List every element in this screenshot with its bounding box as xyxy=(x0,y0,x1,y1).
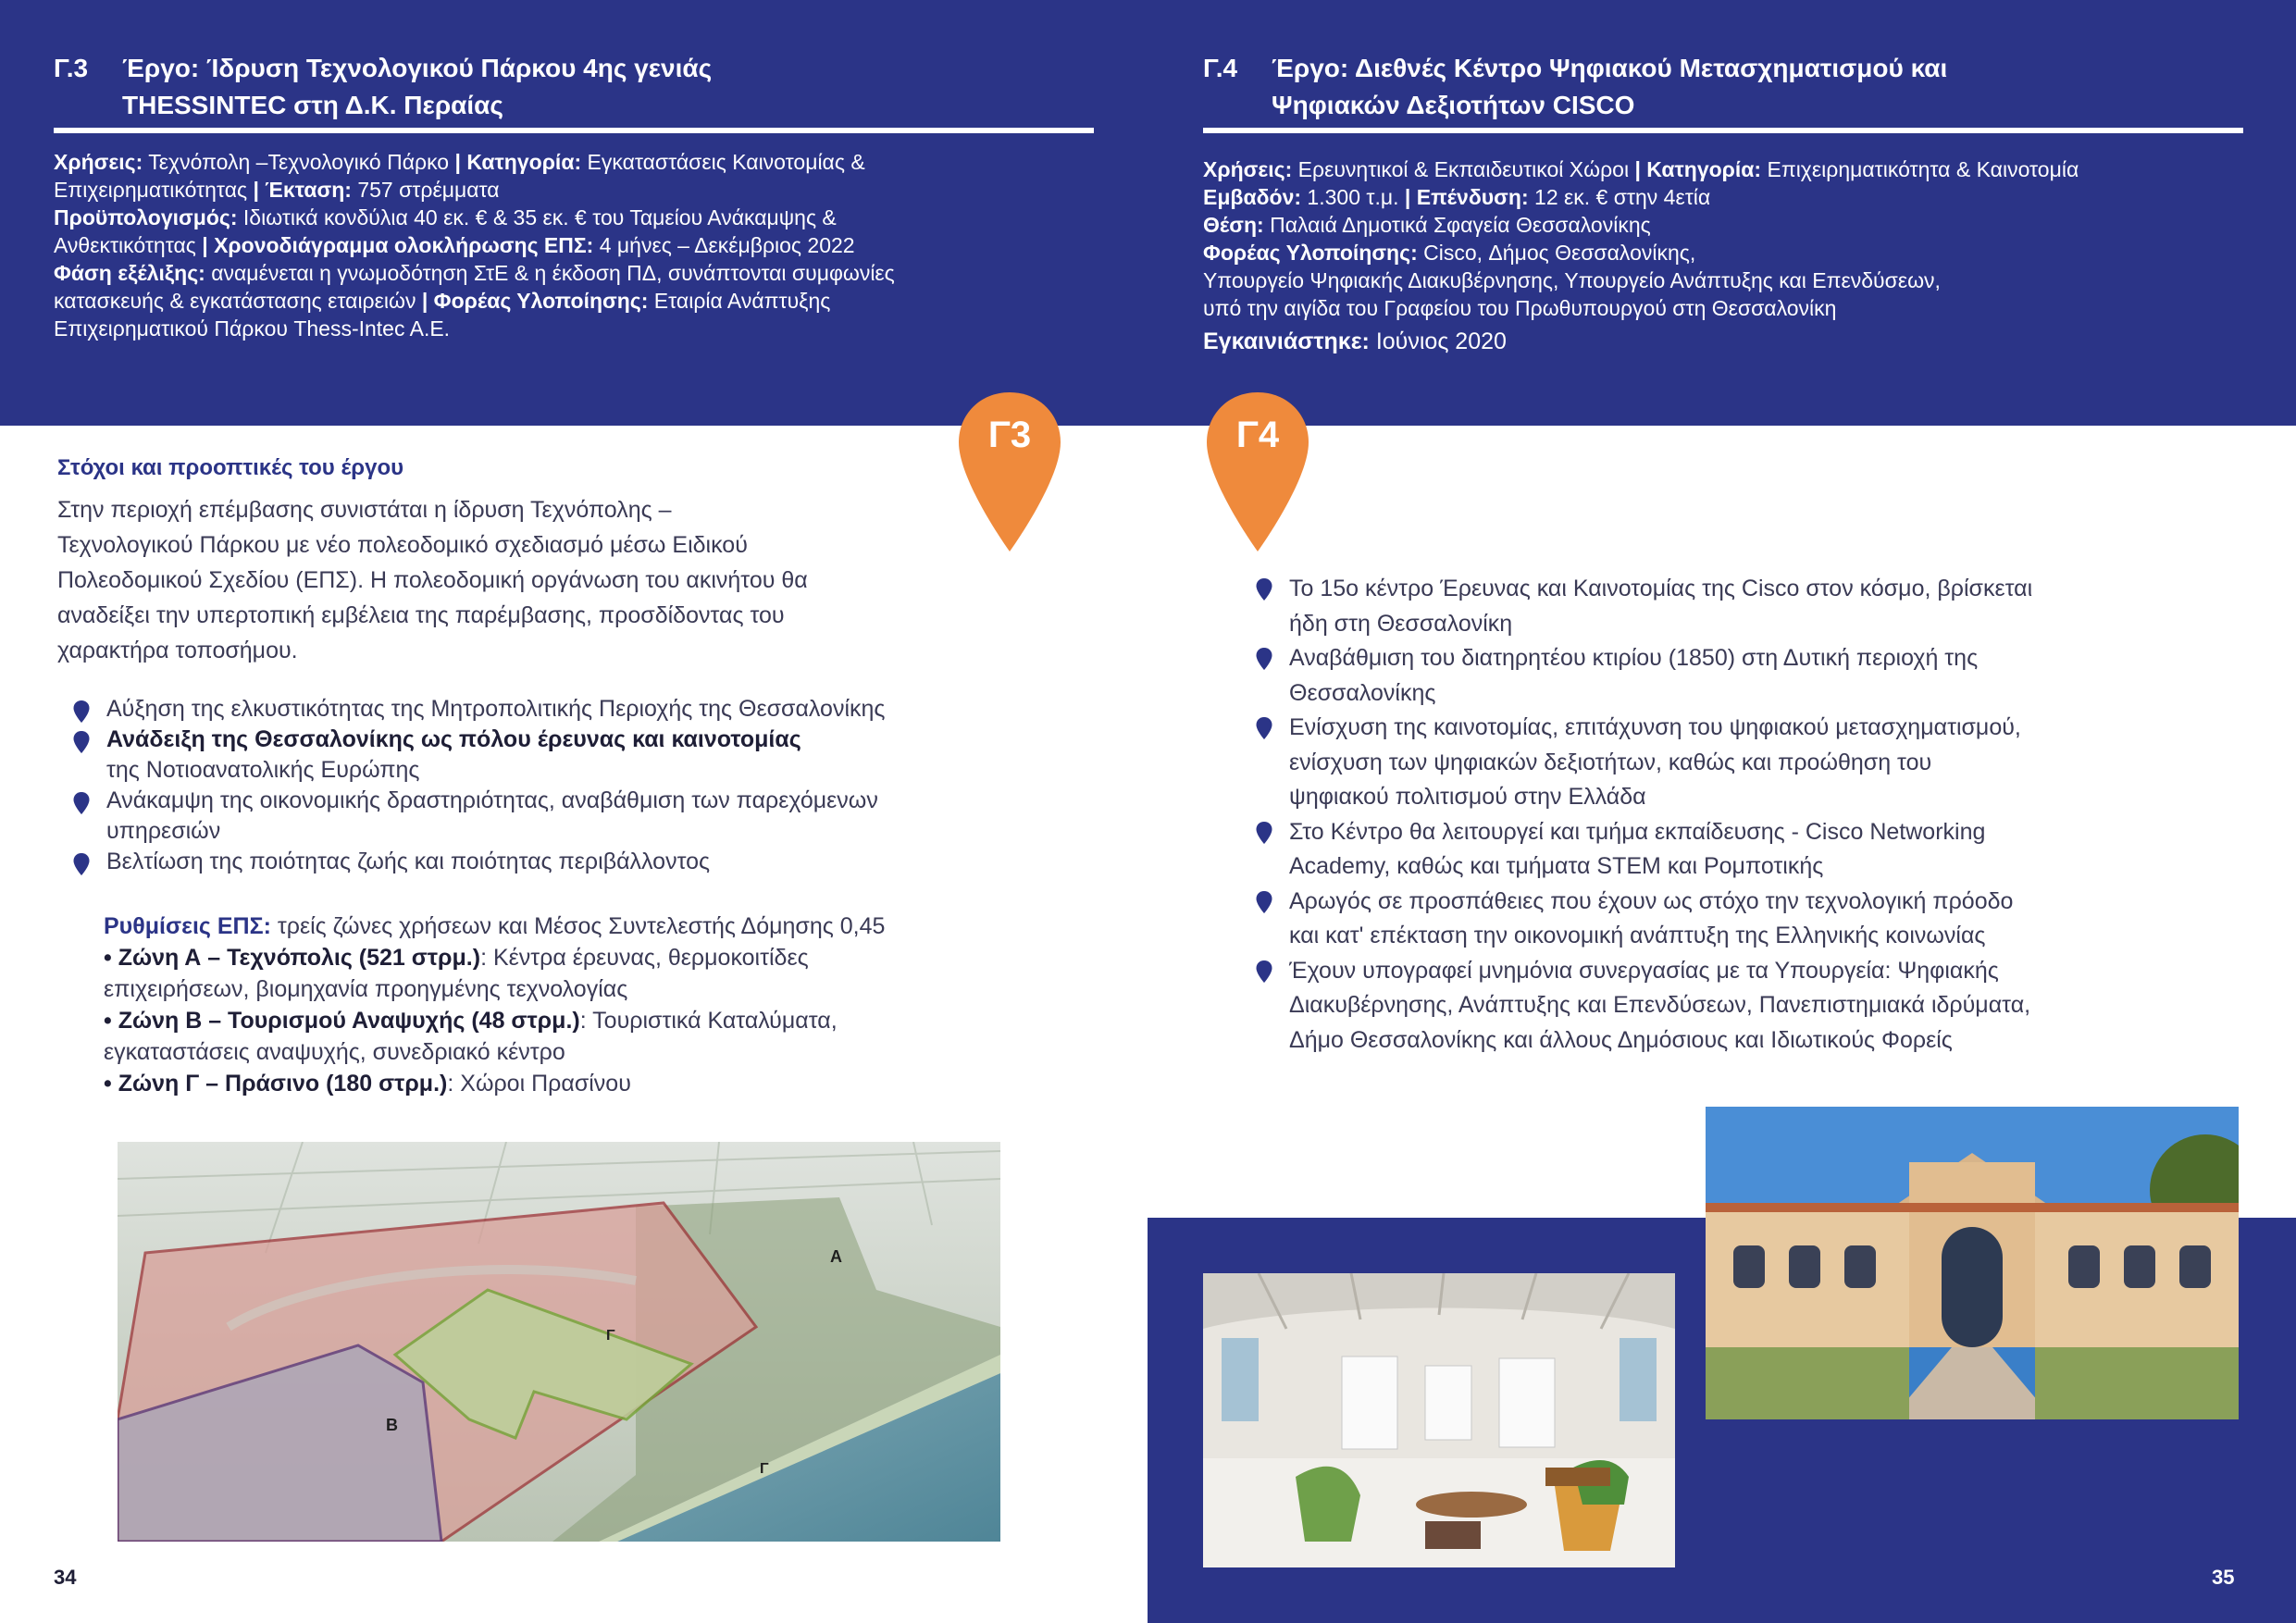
bullet-text: ψηφιακού πολιτισμού στην Ελλάδα xyxy=(1289,784,1646,810)
left-heading-line1: Έργο: Ίδρυση Τεχνολογικού Πάρκου 4ης γενιάς xyxy=(122,54,713,82)
eps-section xyxy=(104,911,1057,1099)
map-pin-bullet-icon xyxy=(1255,647,1273,671)
bullet-item xyxy=(1255,572,2264,641)
meta-value: 12 εκ. € στην 4ετία xyxy=(1528,185,1711,209)
inauguration-value: Ιούνιος 2020 xyxy=(1369,328,1507,354)
map-pin-bullet-icon xyxy=(1255,821,1273,845)
meta-label: Θέση: xyxy=(1203,213,1264,237)
meta-line xyxy=(54,148,1099,176)
meta-value: υπό την αιγίδα του Γραφείου του Πρωθυπουργού στη Θεσσαλονίκη xyxy=(1203,296,1837,320)
right-heading xyxy=(1203,50,2240,124)
meta-label: | Φορέας Υλοποίησης: xyxy=(421,289,649,313)
meta-value: Τεχνόπολη –Τεχνολογικό Πάρκο xyxy=(143,150,455,174)
left-bullet-list xyxy=(72,694,1044,877)
interior-exhibition-photo xyxy=(1203,1273,1675,1567)
bullet-text: της Νοτιοανατολικής Ευρώπης xyxy=(106,757,420,783)
map-pin-bullet-icon xyxy=(72,791,91,815)
bullet-text: Αρωγός σε προσπάθειες που έχουν ως στόχο την τεχνολογική πρόοδο xyxy=(1289,887,2014,914)
meta-value: Παλαιά Δημοτικά Σφαγεία Θεσσαλονίκης xyxy=(1263,213,1651,237)
bullet-text: Το 15ο κέντρο Έρευνας και Καινοτομίας της Cisco στον κόσμο, βρίσκεται xyxy=(1289,576,2033,601)
meta-line xyxy=(54,176,1099,204)
bullet-text: ενίσχυση των ψηφιακών δεξιοτήτων, καθώς και προώθηση του xyxy=(1289,749,1932,775)
zone-b-map-label: Β xyxy=(386,1416,398,1434)
meta-value: αναμένεται η γνωμοδότηση ΣτΕ & η έκδοση ΠΔ, συνάπτονται συμφωνίες xyxy=(205,261,895,285)
zone-c-desc: : Χώροι Πρασίνου xyxy=(447,1071,631,1096)
intro-line: χαρακτήρα τοποσήμου. xyxy=(57,638,298,663)
meta-line xyxy=(1203,239,2277,266)
meta-line xyxy=(54,259,1099,287)
left-heading-line2: THESSINTEC στη Δ.Κ. Περαίας xyxy=(122,91,503,119)
meta-value: Υπουργείο Ψηφιακής Διακυβέρνησης, Υπουργείο Ανάπτυξης και Επενδύσεων, xyxy=(1203,268,1941,292)
meta-label: | Χρονοδιάγραμμα ολοκλήρωσης ΕΠΣ: xyxy=(202,233,594,257)
meta-value: Cisco, Δήμος Θεσσαλονίκης, xyxy=(1417,241,1696,265)
zone-b-cont: εγκαταστάσεις αναψυχής, συνεδριακό κέντρο xyxy=(104,1039,565,1065)
left-heading-number: Γ.3 xyxy=(54,54,89,82)
intro-line: Τεχνολογικού Πάρκου με νέο πολεοδομικό σχεδιασμό μέσω Ειδικού xyxy=(57,532,748,558)
left-heading xyxy=(54,50,1090,124)
map-pin-bullet-icon xyxy=(72,730,91,754)
meta-line xyxy=(54,315,1099,342)
zone-b-desc: : Τουριστικά Καταλύματα, xyxy=(579,1008,838,1034)
meta-label: Φορέας Υλοποίησης: xyxy=(1203,241,1418,265)
map-pin-bullet-icon xyxy=(1255,890,1273,914)
meta-line xyxy=(1203,266,2277,294)
meta-label: | Κατηγορία: xyxy=(454,150,582,174)
meta-value: 757 στρέμματα xyxy=(351,178,500,202)
map-pin-bullet-icon xyxy=(1255,577,1273,601)
pin-g4-label: Γ4 xyxy=(1235,415,1280,455)
zone-a-desc: : Κέντρα έρευνας, θερμοκοιτίδες xyxy=(480,945,809,971)
bullet-item xyxy=(72,786,1044,847)
left-intro-paragraph xyxy=(57,492,1029,668)
bullet-text: και κατ' επέκταση την οικονομική ανάπτυξη της Ελληνικής κοινωνίας xyxy=(1289,923,1986,948)
meta-label: Χρήσεις: xyxy=(1203,157,1293,181)
right-heading-line1: Έργο: Διεθνές Κέντρο Ψηφιακού Μετασχηματισμού και xyxy=(1272,54,1948,82)
bullet-item xyxy=(1255,954,2264,1059)
meta-value: 4 μήνες – Δεκέμβριος 2022 xyxy=(593,233,855,257)
inauguration-label: Εγκαινιάστηκε: xyxy=(1203,328,1370,354)
bullet-item xyxy=(1255,815,2264,885)
meta-value: Επιχειρηματικότητα & Καινοτομία xyxy=(1761,157,2079,181)
bullet-text: Βελτίωση της ποιότητας ζωής και ποιότητας περιβάλλοντος xyxy=(106,849,711,874)
right-inauguration xyxy=(1203,328,1507,355)
bullet-item xyxy=(1255,885,2264,954)
meta-value: Ιδιωτικά κονδύλια 40 εκ. € & 35 εκ. € του Ταμείου Ανάκαμψης & xyxy=(237,205,837,229)
meta-label: | Κατηγορία: xyxy=(1634,157,1762,181)
bullet-item xyxy=(72,847,1044,877)
meta-value: Ανθεκτικότητας xyxy=(54,233,203,257)
right-meta xyxy=(1203,155,2277,322)
intro-line: αναδείξει την υπερτοπική εμβέλεια της παρέμβασης, προσδίδοντας του xyxy=(57,602,785,628)
eps-text: τρείς ζώνες χρήσεων και Μέσος Συντελεστής Δόμησης 0,45 xyxy=(270,913,886,939)
bullet-text: Στο Κέντρο θα λειτουργεί και τμήμα εκπαίδευσης - Cisco Networking xyxy=(1289,818,1986,845)
pin-g4-marker xyxy=(1203,389,1312,555)
building-exterior-photo xyxy=(1706,1107,2239,1419)
meta-value: Ερευνητικοί & Εκπαιδευτικοί Χώροι xyxy=(1292,157,1635,181)
bullet-item xyxy=(72,725,1044,786)
bullet-text: Ενίσχυση της καινοτομίας, επιτάχυνση του ψηφιακού μετασχηματισμού, xyxy=(1289,714,2021,740)
meta-line xyxy=(54,231,1099,259)
page-number-left: 34 xyxy=(54,1566,77,1589)
bullet-text: Ανάκαμψη της οικονομικής δραστηριότητας, αναβάθμιση των παρεχόμενων xyxy=(106,787,878,813)
meta-label: Χρήσεις: xyxy=(54,150,143,174)
bullet-text: Αύξηση της ελκυστικότητας της Μητροπολιτικής Περιοχής της Θεσσαλονίκης xyxy=(106,696,886,722)
meta-label: Εμβαδόν: xyxy=(1203,185,1302,209)
map-pin-bullet-icon xyxy=(1255,960,1273,984)
right-bullet-list xyxy=(1255,572,2264,1058)
meta-value: κατασκευής & εγκατάστασης εταιρειών xyxy=(54,289,422,313)
bullet-text: Ανάδειξη της Θεσσαλονίκης ως πόλου έρευνας και καινοτομίας xyxy=(106,726,801,752)
bullet-text: Δήμο Θεσσαλονίκης και άλλους Δημόσιους και Ιδιωτικούς Φορείς xyxy=(1289,1026,1953,1053)
bullet-text: Έχουν υπογραφεί μνημόνια συνεργασίας με τα Υπουργεία: Ψηφιακής xyxy=(1289,957,1999,984)
right-heading-rule xyxy=(1203,128,2243,133)
intro-line: Στην περιοχή επέμβασης συνιστάται η ίδρυση Τεχνόπολης – xyxy=(57,497,672,523)
right-heading-number: Γ.4 xyxy=(1203,54,1238,82)
bullet-text: Θεσσαλονίκης xyxy=(1289,679,1436,706)
meta-value: Επιχειρηματικού Πάρκου Thess-Intec A.E. xyxy=(54,316,451,341)
bullet-text: υπηρεσιών xyxy=(106,818,221,844)
meta-line xyxy=(1203,155,2277,183)
bullet-text: ήδη στη Θεσσαλονίκη xyxy=(1289,610,1513,637)
intro-line: Πολεοδομικού Σχεδίου (ΕΠΣ). Η πολεοδομική οργάνωση του ακινήτου θα xyxy=(57,567,808,593)
eps-label: Ρυθμίσεις ΕΠΣ: xyxy=(104,913,271,939)
aerial-site-plan-image xyxy=(118,1142,1000,1542)
map-pin-bullet-icon xyxy=(1255,716,1273,740)
meta-line xyxy=(1203,211,2277,239)
zone-b-name: • Ζώνη Β – Τουρισμού Αναψυχής (48 στρμ.) xyxy=(104,1008,580,1034)
map-pin-bullet-icon xyxy=(72,700,91,724)
bullet-item xyxy=(1255,641,2264,711)
meta-value: Εγκαταστάσεις Καινοτομίας & xyxy=(581,150,865,174)
meta-line xyxy=(1203,294,2277,322)
zone-c-name: • Ζώνη Γ – Πράσινο (180 στρμ.) xyxy=(104,1071,448,1096)
left-meta xyxy=(54,148,1099,342)
meta-line xyxy=(1203,183,2277,211)
zone-a-name: • Ζώνη Α – Τεχνόπολις (521 στρμ.) xyxy=(104,945,481,971)
meta-label: | Έκταση: xyxy=(253,178,352,202)
meta-value: 1.300 τ.μ. xyxy=(1301,185,1405,209)
bullet-text: Διακυβέρνησης, Ανάπτυξης και Επενδύσεων, Πανεπιστημιακά ιδρύματα, xyxy=(1289,992,2031,1018)
zone-g-map-label-2: Γ xyxy=(760,1461,769,1477)
page-number-right: 35 xyxy=(2212,1566,2235,1589)
meta-label: Φάση εξέλιξης: xyxy=(54,261,205,285)
meta-label: | Επένδυση: xyxy=(1404,185,1529,209)
bullet-item xyxy=(1255,711,2264,815)
meta-value: Επιχειρηματικότητας xyxy=(54,178,254,202)
meta-line xyxy=(54,204,1099,231)
goals-heading: Στόχοι και προοπτικές του έργου xyxy=(57,455,404,480)
meta-value: Εταιρία Ανάπτυξης xyxy=(648,289,831,313)
left-heading-rule xyxy=(54,128,1094,133)
zone-g-map-label-1: Γ xyxy=(606,1328,615,1344)
meta-line xyxy=(54,287,1099,315)
pin-g3-label: Γ3 xyxy=(987,415,1032,455)
zone-a-map-label: Α xyxy=(830,1247,842,1266)
bullet-text: Academy, καθώς και τμήματα STEM και Ρομποτικής xyxy=(1289,853,1824,879)
bullet-item xyxy=(72,694,1044,725)
right-heading-line2: Ψηφιακών Δεξιοτήτων CISCO xyxy=(1272,91,1635,119)
zone-a-cont: επιχειρήσεων, βιομηχανία προηγμένης τεχνολογίας xyxy=(104,976,628,1002)
bullet-text: Αναβάθμιση του διατηρητέου κτιρίου (1850) στη Δυτική περιοχή της xyxy=(1289,645,1979,671)
meta-label: Προϋπολογισμός: xyxy=(54,205,238,229)
map-pin-bullet-icon xyxy=(72,852,91,876)
